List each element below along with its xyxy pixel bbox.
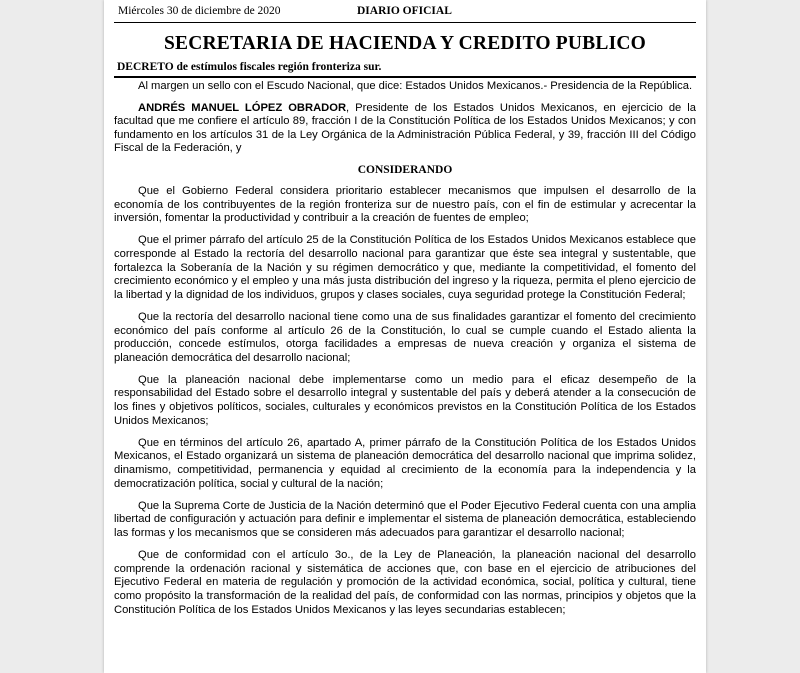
considerando-paragraph-2: Que el primer párrafo del artículo 25 de la Constitución Política de los Estados Unidos Mexicanos establece que corresponde al Estado la rectoría del desarrollo nacional para garantizar que éste sea integral y sustentable, que fortalezca la Soberanía de la Nación y su régimen democrático y que, mediante la competitividad, el fomento del crecimiento económico y el empleo y una más justa distribución del ingreso y la riqueza, permita el pleno ejercicio de la libertad y la dignidad de los individuos, grupos y clases sociales, cuya seguridad protege la Constitución Federal; — [114, 234, 696, 301]
considerando-paragraph-5: Que en términos del artículo 26, apartado A, primer párrafo de la Constitución Política de los Estados Unidos Mexicanos, el Estado organizará un sistema de planeación democrática del desarrollo nacional que imprima solidez, dinamismo, competitividad, permanencia y equidad al crecimiento de la economía para la independencia y la democratización política, social y cultural de la nación; — [114, 436, 696, 490]
president-name: ANDRÉS MANUEL LÓPEZ OBRADOR — [138, 101, 347, 114]
president-paragraph-text: , Presidente de los Estados Unidos Mexicanos, en ejercicio de la facultad que me confiere el artículo 89, fracción I de la Constitución Política de los Estados Unidos Mexicanos; y con fundamento en los artículos 31 de la Ley Orgánica de la Administración Pública Federal, y 39, fracción III del Código Fiscal de la Federación, y — [114, 101, 697, 155]
decree-title — [114, 60, 696, 78]
page-header — [114, 0, 696, 23]
header-journal: DIARIO OFICIAL — [357, 5, 452, 17]
considerando-paragraph-4: Que la planeación nacional debe implementarse como un medio para el eficaz desempeño de la responsabilidad del Estado sobre el desarrollo integral y sustentable del país y deberá atender a la consecución de los fines y objetivos políticos, sociales, culturales y económicos previstos en la Constitución Política de los Estados Unidos Mexicanos; — [114, 373, 696, 427]
document-page — [104, 0, 706, 673]
considerando-paragraph-6: Que la Suprema Corte de Justicia de la Nación determinó que el Poder Ejecutivo Federal cuenta con una amplia libertad de configuración y actuación para definir e implementar el sistema de planeación democrática, estableciendo las formas y los mecanismos que se consideren más adecuados para garantizar el desarrollo nacional; — [114, 499, 696, 539]
document-content — [114, 0, 696, 626]
considerando-paragraph-7: Que de conformidad con el artículo 3o., de la Ley de Planeación, la planeación nacional del desarrollo comprende la ordenación racional y sistemática de acciones que, con base en el ejercicio de atribuciones del Ejecutivo Federal en materia de regulación y promoción de la actividad económica, social, política y cultural, tiene como propósito la transformación de la realidad del país, de conformidad con las normas, principios y objetos que la Constitución Política de los Estados Unidos Mexicanos y las leyes secundarias establecen; — [114, 549, 696, 616]
secretaria-heading: SECRETARIA DE HACIENDA Y CREDITO PUBLICO — [163, 33, 647, 54]
decree-title-text: DECRETO de estímulos fiscales región fronteriza sur. — [117, 61, 382, 73]
document-body — [114, 80, 696, 617]
president-paragraph — [114, 102, 696, 156]
header-date: Miércoles 30 de diciembre de 2020 — [118, 5, 281, 17]
considerando-paragraph-1: Que el Gobierno Federal considera prioritario establecer mecanismos que impulsen el desarrollo de la economía de los contribuyentes de la región fronteriza sur de nuestro país, con el fin de estimular y acrecentar la inversión, fomentar la productividad y contribuir a la creación de fuentes de empleo; — [114, 184, 696, 225]
considerando-paragraph-3: Que la rectoría del desarrollo nacional tiene como una de sus finalidades garantizar el fomento del crecimiento económico del país conforme al artículo 26 de la Constitución, lo cual se cumple cuando el Estado alienta la producción, concede estímulos, otorga facilidades a empresas de nueva creación y organiza el sistema de planeación democrática del desarrollo nacional; — [114, 310, 696, 364]
considerando-heading: CONSIDERANDO — [357, 163, 453, 176]
seal-paragraph: Al margen un sello con el Escudo Nacional, que dice: Estados Unidos Mexicanos.- Presidencia de la República. — [138, 80, 693, 92]
